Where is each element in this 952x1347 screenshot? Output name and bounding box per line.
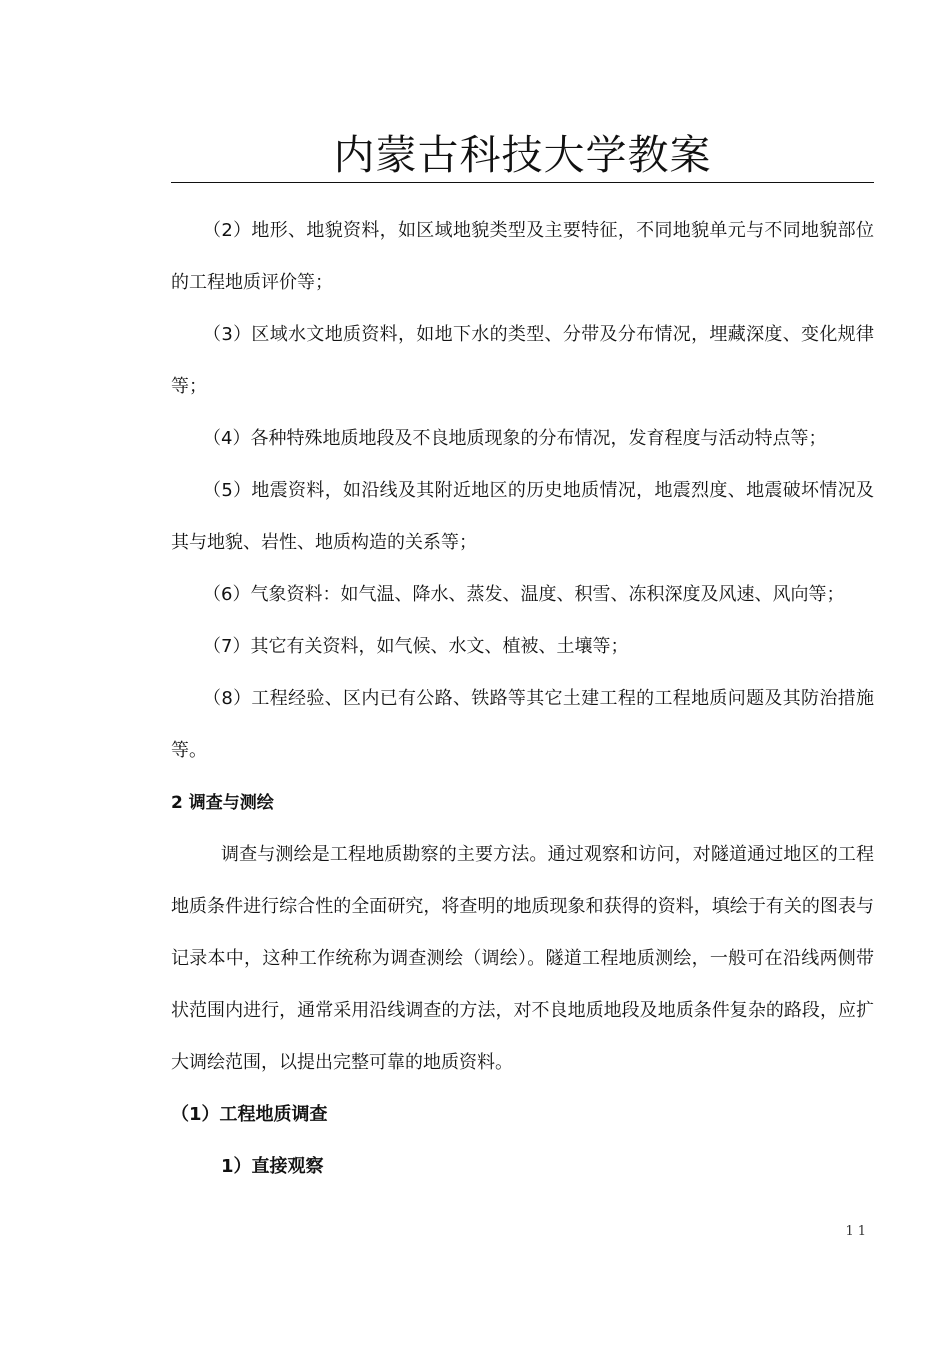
list-item-4: （4）各种特殊地质地段及不良地质现象的分布情况，发育程度与活动特点等； — [203, 428, 827, 449]
section-heading: 2 调查与测绘 — [171, 793, 274, 813]
section-paragraph: 调查与测绘是工程地质勘察的主要方法。通过观察和访问，对隧道通过地区的工程地质条件进行综合性的全面研究，将查明的地质现象和获得的资料，填绘于有关的图表与记录本中，这种工作统称为调查测绘（调绘）。隧道工程地质测绘，一般可在沿线两侧带状范围内进行，通常采用沿线调查的方法，对不良地质地段及地质条件复杂的路段，应扩大调绘范围，以提出完整可靠的地质资料。 — [171, 844, 874, 1073]
subsubsection-heading: 1）直接观察 — [221, 1156, 324, 1177]
list-item-2: （2）地形、地貌资料，如区域地貌类型及主要特征，不同地貌单元与不同地貌部位的工程地质评价等； — [171, 220, 874, 293]
list-item-3: （3）区域水文地质资料，如地下水的类型、分带及分布情况，埋藏深度、变化规律等； — [171, 324, 874, 397]
list-item-7: （7）其它有关资料，如气候、水文、植被、土壤等； — [203, 636, 629, 657]
list-item-6: （6）气象资料：如气温、降水、蒸发、温度、积雪、冻积深度及风速、风向等； — [203, 584, 845, 605]
list-item-5: （5）地震资料，如沿线及其附近地区的历史地质情况，地震烈度、地震破坏情况及其与地貌、岩性、地质构造的关系等； — [171, 480, 874, 553]
document-title: 内蒙古科技大学教案 — [333, 131, 712, 179]
page-number: 11 — [845, 1224, 870, 1239]
subsection-heading: （1）工程地质调查 — [171, 1104, 328, 1125]
list-item-8: （8）工程经验、区内已有公路、铁路等其它土建工程的工程地质问题及其防治措施等。 — [171, 688, 874, 761]
body-text — [171, 205, 874, 1193]
header-rule — [171, 182, 874, 183]
